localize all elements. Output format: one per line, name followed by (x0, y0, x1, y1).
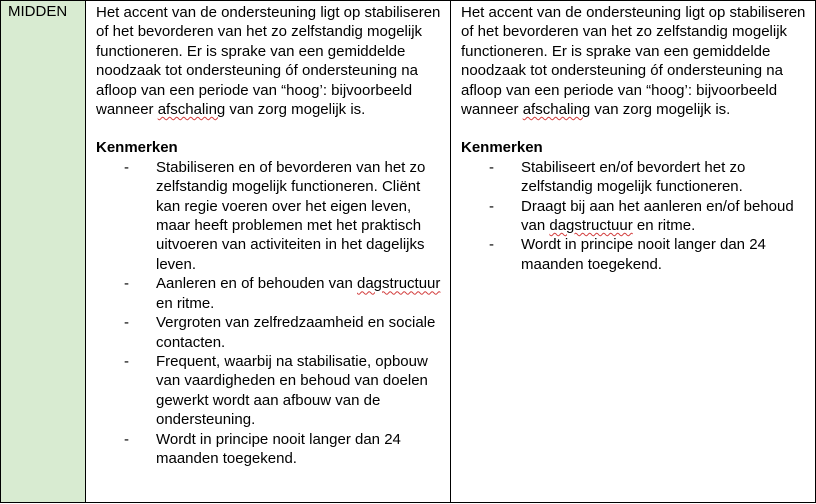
list-item-text: Aanleren en of behouden van (156, 275, 357, 293)
intro-text: Het accent van de ondersteuning ligt op stabiliseren of het bevorderen van het zo zelfstandig mogelijk functioneren. Er is sprake van een gemiddelde noodzaak tot ondersteuning óf ondersteuning na afloop van een periode van “hoog’: bijvoorbeeld wanneer (461, 4, 806, 119)
dash-bullet: - (124, 352, 129, 370)
list-item-text-end: en ritme. (632, 217, 696, 235)
spellcheck-flagged-word: dagstructuur (549, 217, 633, 235)
characteristics-list (96, 158, 442, 469)
list-item-text: Stabiliseren en of bevorderen van het zo zelfstandig mogelijk functioneren. Cliënt kan regie voeren over het eigen leven, maar heeft problemen met het praktisch uitvoeren van activiteiten in het dagelijks leven. (156, 158, 426, 273)
section-heading: Kenmerken (461, 139, 543, 157)
list-item-text: Frequent, waarbij na stabilisatie, opbouw van vaardigheden en behoud van doelen gewerkt wordt aan afbouw van de ondersteuning. (156, 352, 428, 429)
spellcheck-flagged-word: dagstructuur (357, 275, 441, 293)
level-label: MIDDEN (8, 3, 68, 20)
intro-text-end: van zorg mogelijk is. (225, 101, 366, 119)
list-item (461, 158, 807, 197)
description-cell-new (451, 1, 816, 503)
dash-bullet: - (489, 158, 494, 176)
dash-bullet: - (124, 430, 129, 448)
dash-bullet: - (124, 275, 129, 293)
spellcheck-flagged-word: afschaling (522, 101, 591, 119)
list-item-text: Wordt in principe nooit langer dan 24 maanden toegekend. (521, 236, 766, 273)
characteristics-list (461, 158, 807, 274)
dash-bullet: - (124, 314, 129, 332)
table-row (1, 1, 816, 503)
intro-paragraph (96, 3, 442, 119)
list-item (96, 313, 442, 352)
list-item-text-end: en ritme. (156, 294, 215, 312)
intro-text: Het accent van de ondersteuning ligt op stabiliseren of het bevorderen van het zo zelfstandig mogelijk functioneren. Er is sprake van een gemiddelde noodzaak tot ondersteuning óf ondersteuning na afloop van een periode van “hoog’: bijvoorbeeld wanneer (96, 4, 441, 119)
list-item (461, 235, 807, 274)
list-item-text: Draagt bij aan het aanleren en/of behoud van (521, 197, 794, 235)
list-item (96, 274, 442, 313)
dash-bullet: - (489, 236, 494, 254)
description-cell-current (86, 1, 451, 503)
intro-paragraph (461, 3, 807, 119)
list-item (461, 197, 807, 236)
dash-bullet: - (124, 158, 129, 176)
dash-bullet: - (489, 197, 494, 215)
intro-text-end: van zorg mogelijk is. (590, 101, 731, 119)
spellcheck-flagged-word: afschaling (157, 101, 226, 119)
list-item-text: Vergroten van zelfredzaamheid en sociale contacten. (156, 314, 436, 351)
list-item (96, 430, 442, 469)
list-item (96, 158, 442, 274)
section-heading: Kenmerken (96, 139, 178, 157)
list-item-text: Stabiliseert en/of bevordert het zo zelfstandig mogelijk functioneren. (521, 158, 746, 196)
level-label-cell (1, 1, 86, 503)
list-item (96, 352, 442, 430)
list-item-text: Wordt in principe nooit langer dan 24 maanden toegekend. (156, 430, 401, 467)
